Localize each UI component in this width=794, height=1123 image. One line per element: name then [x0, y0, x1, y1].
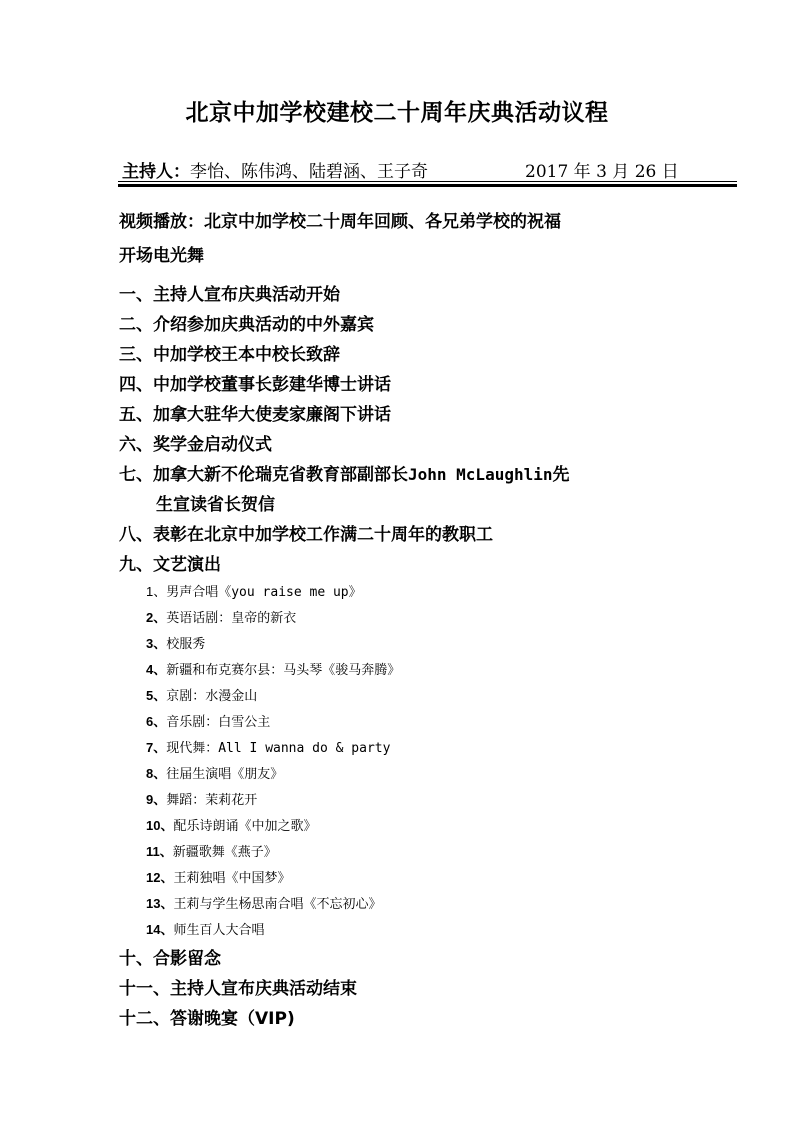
agenda-item-7-name: John McLaughlin	[408, 465, 553, 484]
agenda-item-7	[119, 460, 570, 485]
page-title: 北京中加学校建校二十周年庆典活动议程	[185, 100, 609, 126]
performance-item: 10、配乐诗朗诵《中加之歌》	[146, 818, 317, 834]
performance-item: 2、英语话剧：皇帝的新衣	[146, 610, 297, 626]
agenda-item-9: 九、文艺演出	[119, 555, 221, 575]
performance-item: 7、现代舞：All I wanna do & party	[146, 740, 391, 756]
host-names: 李怡、陈伟鸿、陆碧涵、王子奇	[190, 162, 428, 182]
header-rule-thick	[118, 184, 737, 187]
agenda-item-11: 十一、主持人宣布庆典活动结束	[119, 979, 357, 999]
intro-video: 视频播放：北京中加学校二十周年回顾、各兄弟学校的祝福	[119, 212, 561, 232]
performance-item: 14、师生百人大合唱	[146, 922, 265, 938]
agenda-item-7-prefix: 七、加拿大新不伦瑞克省教育部副部长	[119, 465, 408, 485]
agenda-item-4: 四、中加学校董事长彭建华博士讲话	[119, 375, 391, 395]
agenda-item-6: 六、奖学金启动仪式	[119, 435, 272, 455]
agenda-item-1: 一、主持人宣布庆典活动开始	[119, 285, 340, 305]
agenda-item-3: 三、中加学校王本中校长致辞	[119, 345, 340, 365]
agenda-item-7-continuation: 生宣读省长贺信	[156, 495, 275, 515]
performance-item: 11、新疆歌舞《燕子》	[146, 844, 277, 860]
agenda-item-12: 十二、答谢晚宴（VIP)	[119, 1009, 295, 1029]
performance-item: 12、王莉独唱《中国梦》	[146, 870, 291, 886]
event-date: 2017 年 3 月 26 日	[525, 162, 679, 182]
performance-item: 5、京剧：水漫金山	[146, 688, 258, 704]
performance-item: 3、校服秀	[146, 636, 206, 652]
performance-item: 6、音乐剧：白雪公主	[146, 714, 271, 730]
agenda-item-10: 十、合影留念	[119, 949, 221, 969]
host-label: 主持人：	[122, 162, 190, 182]
performance-item: 9、舞蹈：茉莉花开	[146, 792, 258, 808]
header-rule-thin	[118, 181, 737, 182]
host-line	[122, 157, 722, 182]
agenda-item-7-suffix: 先	[552, 465, 570, 485]
performance-item: 8、往届生演唱《朋友》	[146, 766, 284, 782]
performance-item: 1、男声合唱《you raise me up》	[146, 584, 362, 600]
intro-dance: 开场电光舞	[119, 246, 204, 266]
performance-item: 13、王莉与学生杨思南合唱《不忘初心》	[146, 896, 382, 912]
performance-item: 4、新疆和布克赛尔县：马头琴《骏马奔腾》	[146, 662, 401, 678]
agenda-item-8: 八、表彰在北京中加学校工作满二十周年的教职工	[119, 525, 493, 545]
agenda-item-2: 二、介绍参加庆典活动的中外嘉宾	[119, 315, 374, 335]
agenda-item-5: 五、加拿大驻华大使麦家廉阁下讲话	[119, 405, 391, 425]
